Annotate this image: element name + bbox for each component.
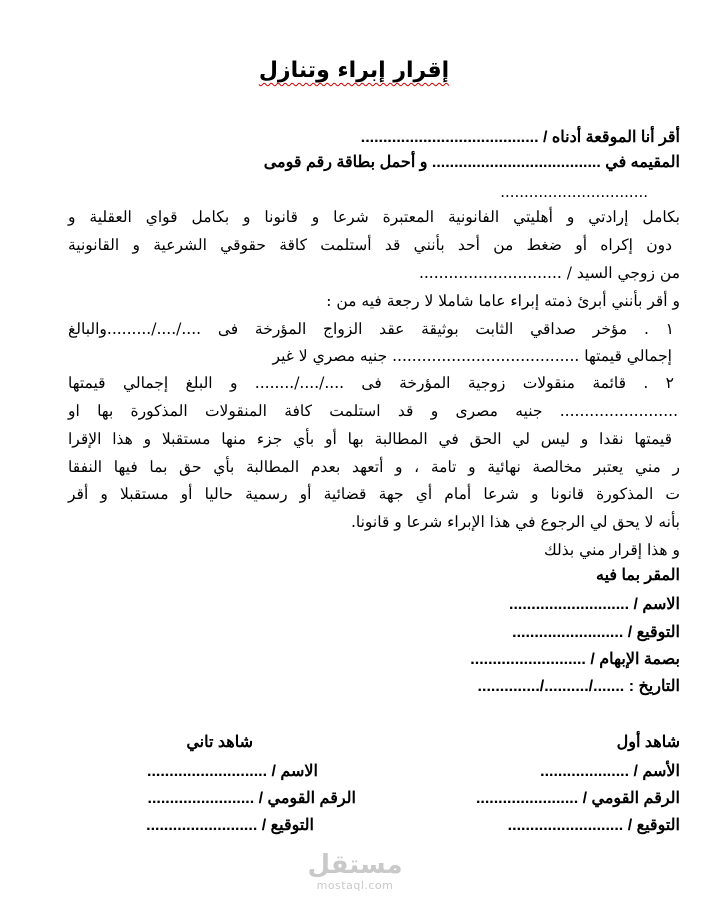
- watermark-arabic: مستقل: [307, 850, 403, 880]
- residence-line: المقيمه في ...................................... و أحمل بطاقة رقم قومى: [263, 154, 680, 171]
- declarant-heading: المقر بما فيه: [595, 567, 680, 584]
- body-line-12: بأنه لا يحق لي الرجوع في هذا الإبراء شرعا و قانونا.: [350, 513, 680, 531]
- body-line-10: ر مني يعتبر مخالصة نهائية و تامة ، و أتعهد بعدم المطالبة بأي حق بما فيها النفقا: [68, 458, 680, 476]
- declarant-name-field: الاسم / ...........................: [509, 596, 680, 613]
- date-field: التاريخ : ......./........../..............: [477, 678, 680, 695]
- body-line-7: ٢ . قائمة منقولات زوجية المؤرخة فى ..../..../........ و البلغ إجمالي قيمتها: [68, 374, 674, 392]
- body-line-8: ........................ جنيه مصرى و قد استلمت كافة المنقولات المذكورة بها او: [68, 402, 678, 420]
- witness2-national-id-field: الرقم القومي / ........................: [147, 790, 356, 807]
- watermark-latin: mostaql.com: [316, 879, 394, 892]
- body-line-5: ١ . مؤخر صداقي الثابت بوثيقة عقد الزواج المؤرخة فى ..../..../.........والبالغ: [68, 320, 674, 338]
- body-line-13: و هذا إقرار مني بذلك: [543, 541, 680, 559]
- body-line-6: إجمالي قيمتها ...................................... جنيه مصري لا غير: [272, 347, 672, 365]
- thumbprint-field: بصمة الإبهام / ..........................: [470, 651, 680, 668]
- witness2-sign-field: التوقيع / .........................: [146, 817, 314, 834]
- body-line-3: من زوجي السيد / .............................: [418, 264, 680, 282]
- body-line-2: دون إكراه أو ضغط من أحد بأنني قد أستلمت كاقة حقوقي الشرعية و القانونية: [68, 236, 672, 254]
- witness2-name-field: الاسم / ...........................: [147, 763, 318, 780]
- witness1-heading: شاهد أول: [616, 734, 680, 751]
- declarant-sign-field: التوقيع / .........................: [512, 624, 680, 641]
- witness1-sign-field: التوقيع / ..........................: [507, 817, 680, 834]
- national-id-line: ...............................: [500, 183, 648, 201]
- declarant-name-line: أقر أنا الموقعة أدناه / ........................................: [360, 129, 680, 146]
- title-text: إقرار إبراء وتنازل: [258, 58, 450, 83]
- body-line-9: قيمتها نقدا و ليس لي الحق في المطالبة بها أو بأي جزء منها مستقبلا و هذا الإقرا: [68, 430, 672, 448]
- mostaql-watermark-logo: [300, 850, 410, 900]
- witness1-name-field: الأسم / ....................: [540, 763, 680, 780]
- body-line-11: ت المذكورة قانونا و شرعا أمام أي جهة قضائية أو رسمية حاليا أو مستقبلا و أقر: [68, 485, 680, 503]
- witness1-national-id-field: الرقم القومي / .......................: [475, 790, 680, 807]
- body-line-4: و أقر بأنني أبرئ ذمته إبراء عاما شاملا لا رجعة فيه من :: [326, 292, 680, 310]
- body-line-1: بكامل إرادتي و أهليتي الفانونية المعتبرة شرعا و قانونا و بكامل قواي العقلية و: [68, 208, 680, 226]
- document-title: [0, 58, 708, 83]
- witness2-heading: شاهد تاني: [186, 734, 253, 751]
